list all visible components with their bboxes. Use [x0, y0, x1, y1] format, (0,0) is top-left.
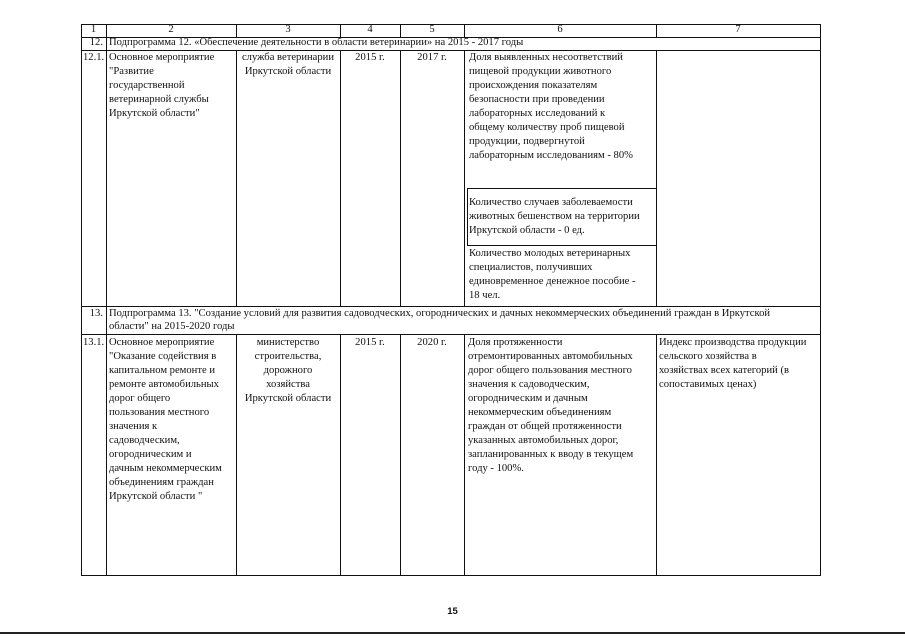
- header-cell: 1: [90, 24, 97, 35]
- cell-line: дорог общего: [109, 393, 171, 404]
- subprogram-title: области" на 2015-2020 годы: [109, 321, 235, 332]
- cell-line: сельского хозяйства в: [659, 351, 757, 362]
- cell-line: значения к: [109, 421, 158, 432]
- cell-line: сопоставимых ценах): [659, 379, 757, 390]
- cell-line: общему количеству проб пищевой: [469, 122, 625, 133]
- cell-line: лабораторным исследованиям - 80%: [469, 150, 633, 161]
- row-number: 12.: [89, 37, 103, 48]
- rule: [467, 188, 468, 245]
- cell-line: значения к садоводческим,: [468, 379, 590, 390]
- cell-line: служба ветеринарии: [241, 52, 334, 63]
- rule: [400, 50, 401, 306]
- cell-line: огородническим и: [109, 449, 192, 460]
- subprogram-title: Подпрограмма 13. "Создание условий для развития садоводческих, огороднических и дачных некоммерческих объединений граждан в Иркутской: [109, 308, 771, 319]
- cell-line: пользования местного: [109, 407, 210, 418]
- start-year: 2015 г.: [355, 52, 385, 63]
- rule: [236, 50, 237, 306]
- rule: [400, 334, 401, 575]
- cell-line: отремонтированных автомобильных: [468, 351, 633, 362]
- cell-line: хозяйствах всех категорий (в: [659, 365, 789, 376]
- row-number: 13.: [89, 308, 103, 319]
- cell-line: "Развитие: [109, 66, 154, 77]
- cell-line: Доля выявленных несоответствий: [469, 52, 623, 63]
- rule: [81, 24, 82, 575]
- rule: [81, 575, 821, 576]
- cell-line: Индекс производства продукции: [659, 337, 807, 348]
- cell-line: лабораторных исследований к: [469, 108, 606, 119]
- cell-line: некоммерческим объединениям: [468, 407, 612, 418]
- cell-line: огородническим и дачным: [468, 393, 588, 404]
- cell-line: ветеринарной службы: [109, 94, 209, 105]
- end-year: 2020 г.: [417, 337, 447, 348]
- cell-line: Иркутской области ": [109, 491, 203, 502]
- cell-line: запланированных к вводу в текущем: [468, 449, 634, 460]
- cell-line: дачным некоммерческим: [109, 463, 222, 474]
- rule: [467, 245, 657, 246]
- cell-line: Иркутской области": [109, 108, 200, 119]
- cell-line: министерство: [256, 337, 320, 348]
- cell-line: ремонте автомобильных: [109, 379, 219, 390]
- cell-line: капитальном ремонте и: [109, 365, 215, 376]
- cell-line: безопасности при проведении: [469, 94, 605, 105]
- rule: [820, 24, 821, 575]
- cell-line: объединениям граждан: [109, 477, 214, 488]
- cell-line: строительства,: [254, 351, 322, 362]
- cell-line: Количество случаев заболеваемости: [469, 197, 633, 208]
- cell-line: "Оказание содействия в: [109, 351, 217, 362]
- cell-line: продукции, подвергнутой: [469, 136, 585, 147]
- cell-line: происхождения показателям: [469, 80, 598, 91]
- row-number: 13.1.: [83, 337, 105, 348]
- header-cell: 5: [429, 24, 435, 35]
- header-cell: 3: [285, 24, 291, 35]
- cell-line: Основное мероприятие: [109, 337, 215, 348]
- cell-line: государственной: [109, 80, 185, 91]
- page-edge: [0, 632, 905, 634]
- cell-line: дорожного: [263, 365, 313, 376]
- header-cell: 6: [557, 24, 563, 35]
- rule: [106, 24, 107, 575]
- cell-line: животных бешенством на территории: [469, 211, 640, 222]
- page-number: 15: [447, 606, 458, 617]
- rule: [464, 334, 465, 575]
- cell-line: дорог общего пользования местного: [468, 365, 632, 376]
- rule: [467, 188, 657, 189]
- start-year: 2015 г.: [355, 337, 385, 348]
- end-year: 2017 г.: [417, 52, 447, 63]
- header-cell: 2: [168, 24, 174, 35]
- rule: [656, 50, 657, 306]
- rule: [656, 334, 657, 575]
- cell-line: Доля протяженности: [468, 337, 563, 348]
- cell-line: Иркутской области - 0 ед.: [469, 225, 585, 236]
- cell-line: Иркутской области: [244, 66, 332, 77]
- rule: [464, 50, 465, 306]
- cell-line: году - 100%.: [468, 463, 524, 474]
- cell-line: указанных автомобильных дорог,: [468, 435, 619, 446]
- header-cell: 4: [367, 24, 373, 35]
- header-cell: 7: [735, 24, 741, 35]
- cell-line: граждан от общей протяженности: [468, 421, 622, 432]
- row-number: 12.1.: [83, 52, 105, 63]
- cell-line: специалистов, получивших: [469, 262, 593, 273]
- subprogram-title: Подпрограмма 12. «Обеспечение деятельности в области ветеринарии» на 2015 - 2017 годы: [109, 37, 524, 48]
- rule: [340, 334, 341, 575]
- cell-line: 18 чел.: [469, 290, 501, 301]
- cell-line: садоводческим,: [109, 435, 180, 446]
- rule: [340, 50, 341, 306]
- cell-line: хозяйства: [266, 379, 310, 390]
- cell-line: Иркутской области: [244, 393, 332, 404]
- cell-line: Основное мероприятие: [109, 52, 215, 63]
- cell-line: пищевой продукции животного: [469, 66, 612, 77]
- cell-line: Количество молодых ветеринарных: [469, 248, 631, 259]
- cell-line: единовременное денежное пособие -: [469, 276, 636, 287]
